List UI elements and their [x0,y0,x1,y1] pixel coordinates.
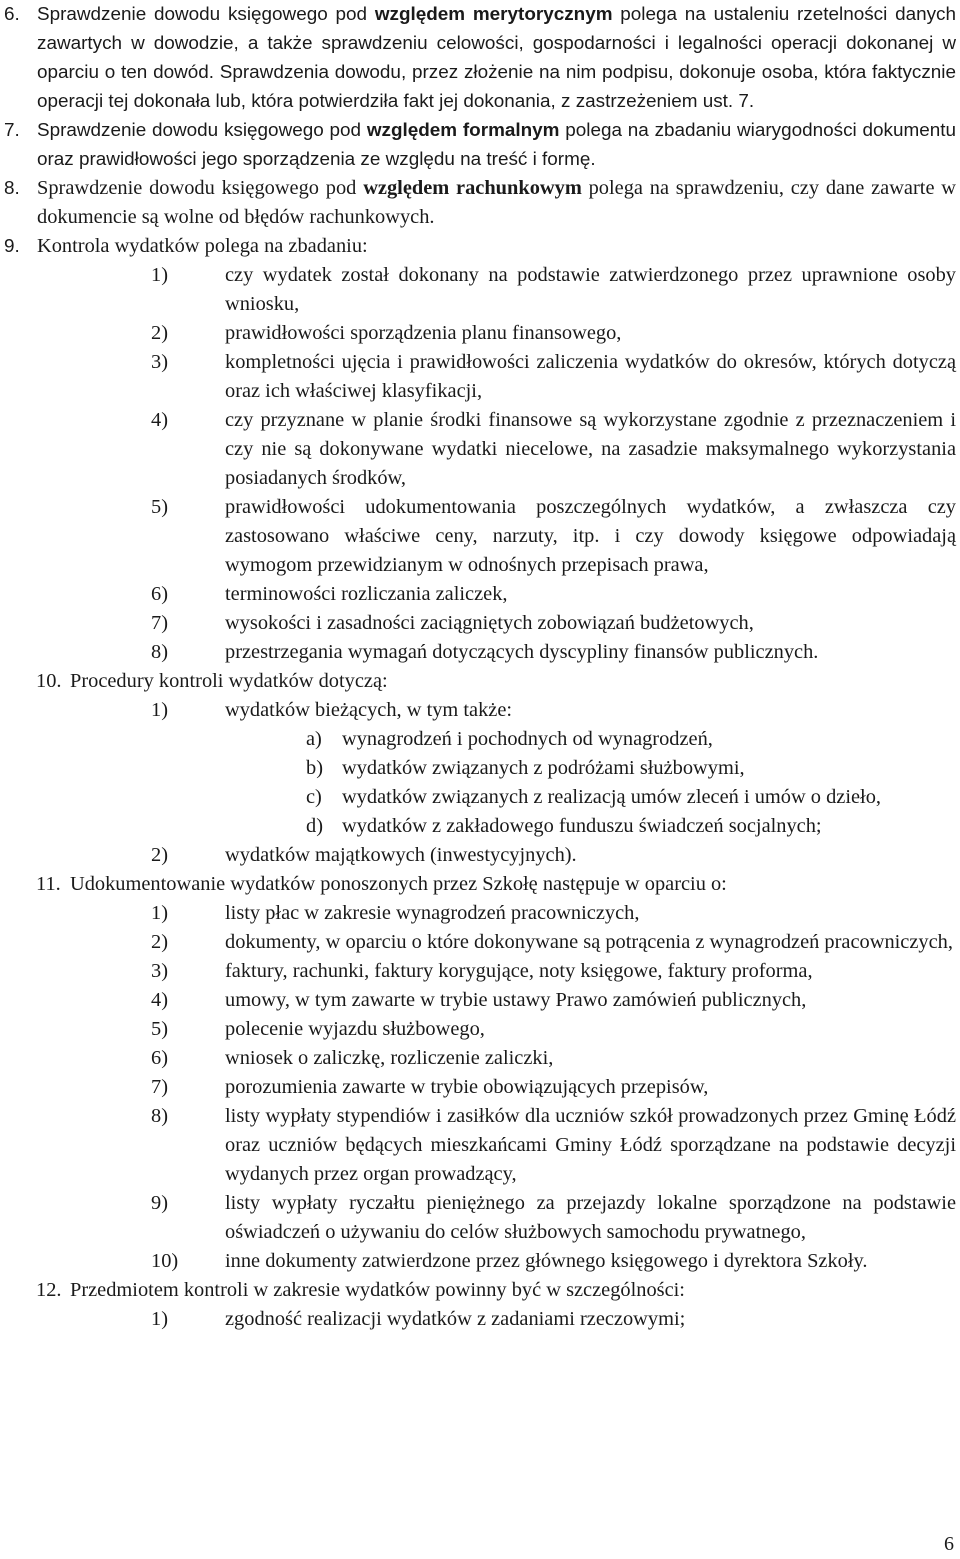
list-text: listy wypłaty stypendiów i zasiłków dla uczniów szkół prowadzonych przez Gminę Łódź oraz uczniów będących mieszkańcami Gminy Łódź sporządzane na podstawie decyzji wydanych przez organ prowadzący, [225,1105,956,1185]
list-text: zgodność realizacji wydatków z zadaniami rzeczowymi; [225,1308,686,1330]
list-item [151,609,956,638]
list-number: 2) [151,322,168,344]
list-text: inne dokumenty zatwierdzone przez głównego księgowego i dyrektora Szkoły. [225,1250,868,1272]
list-9 [4,261,956,667]
item-number: 10. [36,670,62,692]
item-text-pre: Sprawdzenie dowodu księgowego pod [37,177,364,199]
list-text: czy wydatek został dokonany na podstawie zatwierdzonego przez uprawnione osoby wniosku, [225,264,956,315]
list-11 [4,899,956,1276]
paragraph-7 [4,116,956,174]
list-text: wydatków majątkowych (inwestycyjnych). [225,844,577,866]
list-item [151,841,956,870]
list-number: 9) [151,1192,168,1214]
list-number: 1) [151,264,168,286]
list-number: 10) [151,1250,179,1272]
list-number: 8) [151,641,168,663]
list-text: prawidłowości udokumentowania poszczególnych wydatków, a zwłaszcza czy zastosowano właściwe ceny, narzuty, itp. i czy dowody księgowe odpowiadają wymogom przewidzianym w odnośnych przepisach prawa, [225,496,956,576]
item-text-pre: Sprawdzenie dowodu księgowego pod [37,120,367,141]
list-subitem [306,725,956,754]
list-text: dokumenty, w oparciu o które dokonywane są potrącenia z wynagrodzeń pracowniczych, [225,931,953,953]
list-10 [4,696,956,870]
list-text: terminowości rozliczania zaliczek, [225,583,508,605]
list-text: listy płac w zakresie wynagrodzeń pracowniczych, [225,902,640,924]
paragraph-8 [4,174,956,232]
item-number: 9. [4,236,20,257]
paragraph-9 [4,232,956,261]
list-item [151,928,956,957]
list-item [151,1247,956,1276]
item-text-pre: Sprawdzenie dowodu księgowego pod [37,4,375,25]
list-text: prawidłowości sporządzenia planu finansowego, [225,322,622,344]
item-number: 11. [36,873,61,895]
item-text-post: polega na ustaleniu rzetelności danych zawartych w dowodzie, a także sprawdzeniu celowości, gospodarności i legalności operacji dokonanej w oparciu o ten dowód. Sprawdzenia dowodu, przez złożenie na nim podpisu, dokonuje osoba, która faktycznie operacji tej dokonała lub, która potwierdziła fakt jej dokonania, z zastrzeżeniem ust. 7. [37,4,956,112]
list-subitem [306,783,956,812]
list-text: kompletności ujęcia i prawidłowości zaliczenia wydatków do okresów, których dotyczą oraz ich właściwej klasyfikacji, [225,351,956,402]
list-item [151,261,956,319]
list-item [151,1189,956,1247]
list-number: 2) [151,844,168,866]
list-letter: a) [306,728,322,750]
list-text: polecenie wyjazdu służbowego, [225,1018,485,1040]
item-text-bold: względem formalnym [366,120,560,141]
list-text: wydatków związanych z realizacją umów zleceń i umów o dzieło, [342,786,881,808]
list-number: 2) [151,931,168,953]
list-subitem [306,754,956,783]
item-text: Udokumentowanie wydatków ponoszonych przez Szkołę następuje w oparciu o: [70,873,727,895]
list-item [151,1305,956,1334]
list-item [151,986,956,1015]
list-text: porozumienia zawarte w trybie obowiązujących przepisów, [225,1076,709,1098]
list-number: 6) [151,583,168,605]
list-item [151,1044,956,1073]
item-text-post: polega na zbadaniu wiarygodności dokumentu oraz prawidłowości jego sporządzenia ze względu na treść i formę. [37,120,956,170]
list-item [151,957,956,986]
list-text: faktury, rachunki, faktury korygujące, noty księgowe, faktury proforma, [225,960,813,982]
item-text: Kontrola wydatków polega na zbadaniu: [37,235,368,257]
item-text: Przedmiotem kontroli w zakresie wydatków powinny być w szczególności: [70,1279,685,1301]
item-text: Procedury kontroli wydatków dotyczą: [70,670,388,692]
list-text: wysokości i zasadności zaciągniętych zobowiązań budżetowych, [225,612,754,634]
paragraph-12 [4,1276,956,1305]
list-text: listy wypłaty ryczałtu pieniężnego za przejazdy lokalne sporządzone na podstawie oświadczeń o używaniu do celów służbowych samochodu prywatnego, [225,1192,956,1243]
list-number: 4) [151,989,168,1011]
item-number: 12. [36,1279,62,1301]
item-number: 7. [4,120,20,141]
list-number: 4) [151,409,168,431]
item-text-bold: względem rachunkowym [363,177,582,199]
list-text: umowy, w tym zawarte w trybie ustawy Prawo zamówień publicznych, [225,989,807,1011]
list-number: 1) [151,902,168,924]
list-number: 8) [151,1105,168,1127]
list-item [151,406,956,493]
list-12 [4,1305,956,1334]
item-text-post: polega na sprawdzeniu, czy dane zawarte w dokumencie są wolne od błędów rachunkowych. [37,177,957,228]
list-number: 7) [151,1076,168,1098]
list-item [151,493,956,580]
list-text: wydatków z zakładowego funduszu świadczeń socjalnych; [342,815,822,837]
list-number: 6) [151,1047,168,1069]
list-item [151,638,956,667]
list-number: 5) [151,496,168,518]
paragraph-6 [4,0,956,116]
list-letter: d) [306,815,323,837]
page-number: 6 [944,1533,954,1555]
list-text: wniosek o zaliczkę, rozliczenie zaliczki, [225,1047,554,1069]
list-text: wydatków związanych z podróżami służbowymi, [342,757,745,779]
item-number: 6. [4,4,20,25]
paragraph-11 [4,870,956,899]
list-item [151,580,956,609]
list-item [151,696,956,725]
list-letter: b) [306,757,323,779]
list-item [151,348,956,406]
list-item [151,1073,956,1102]
item-text-bold: względem merytorycznym [374,4,613,25]
list-number: 7) [151,612,168,634]
list-item [151,1015,956,1044]
list-number: 1) [151,699,168,721]
list-letter: c) [306,786,322,808]
paragraph-10 [4,667,956,696]
list-text: czy przyznane w planie środki finansowe są wykorzystane zgodnie z przeznaczeniem i czy nie są dokonywane wydatki niecelowe, na zasadzie maksymalnego wykorzystania posiadanych środków, [225,409,956,489]
list-text: wydatków bieżących, w tym także: [225,699,513,721]
list-text: przestrzegania wymagań dotyczących dyscypliny finansów publicznych. [225,641,819,663]
list-number: 3) [151,960,168,982]
list-item [151,1102,956,1189]
list-number: 3) [151,351,168,373]
list-subitem [306,812,956,841]
list-text: wynagrodzeń i pochodnych od wynagrodzeń, [342,728,713,750]
item-number: 8. [4,178,20,199]
list-item [151,319,956,348]
list-number: 1) [151,1308,168,1330]
list-item [151,899,956,928]
list-number: 5) [151,1018,168,1040]
